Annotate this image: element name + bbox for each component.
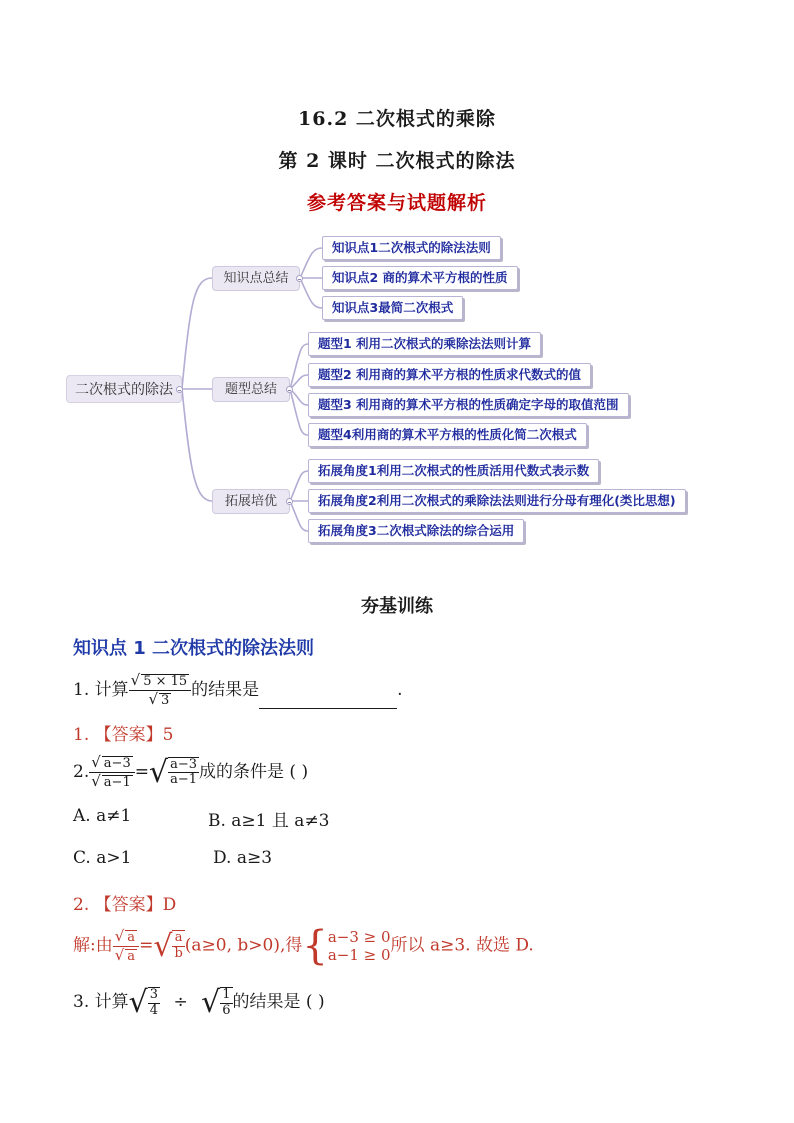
q2-inequality-system (328, 928, 391, 964)
section-title: 夯基训练 (361, 596, 433, 617)
q3-radical-b (201, 985, 232, 1020)
connector-root-extension (182, 389, 212, 501)
q1-fraction (129, 672, 192, 709)
q2-rhs-denominator: a−1 (170, 772, 198, 788)
q3-b-denominator: 6 (222, 1002, 231, 1018)
mindmap-leaf[interactable]: 知识点1二次根式的除法法则 (322, 236, 501, 260)
mindmap-root[interactable]: 二次根式的除法 (66, 375, 182, 403)
q2-solution: 解:由 $\frac{√ a}{√ a}$ =√ $\frac{a}{b}$ (a≥0, b>0),得{ a−3 ≥ 0 a−1 ≥ 0 所以 a≥3. 故选 D. (73, 923, 534, 969)
collapse-icon[interactable] (296, 275, 303, 282)
sqrt-icon: √ (128, 985, 148, 1020)
connector-root-knowledge (182, 278, 212, 389)
q2-solution-fraction (113, 928, 139, 965)
q2-option-c[interactable]: C. a>1 (73, 848, 132, 868)
lesson-subtitle: 第 2 课时 二次根式的除法 (278, 150, 516, 172)
mindmap-leaf[interactable]: 拓展角度2利用二次根式的乘除法法则进行分母有理化(类比思想) (308, 489, 686, 513)
q2-suffix: 成的条件是 ( ) (199, 761, 309, 782)
q2-option-a[interactable]: A. a≠1 (73, 806, 132, 826)
q2-lhs-fraction (89, 754, 134, 791)
q1-numerator: 5 × 15 (143, 674, 188, 689)
sqrt-icon: √ (91, 753, 101, 771)
collapse-icon[interactable] (176, 386, 183, 393)
sqrt-icon: √ (201, 985, 221, 1020)
mindmap-leaf[interactable]: 题型1 利用二次根式的乘除法法则计算 (308, 332, 541, 356)
q1-end: . (397, 679, 403, 700)
q3-a-numerator: 3 (149, 986, 159, 1002)
collapse-icon[interactable] (286, 498, 293, 505)
q3-a-denominator: 4 (149, 1002, 159, 1018)
sqrt-icon: √ (130, 671, 141, 689)
q3-suffix: 的结果是 ( ) (232, 992, 325, 1012)
mindmap-leaf[interactable]: 知识点3最简二次根式 (322, 296, 463, 320)
collapse-icon[interactable] (286, 386, 293, 393)
q2-solution-rhs (153, 929, 184, 964)
mindmap-leaf[interactable]: 拓展角度3二次根式除法的综合运用 (308, 519, 524, 543)
q2-lhs-numerator: a−3 (103, 756, 131, 771)
sqrt-icon: √ (114, 926, 125, 945)
sqrt-icon: √ (148, 754, 169, 790)
sqrt-icon: √ (148, 689, 159, 708)
sqrt-icon: √ (114, 945, 125, 964)
q3-b-numerator: 1 (222, 986, 231, 1002)
sqrt-icon: √ (153, 928, 173, 964)
answer-title: 参考答案与试题解析 (306, 192, 487, 214)
q2-option-b[interactable]: B. a≥1 且 a≠3 (208, 811, 330, 831)
mindmap-leaf[interactable]: 题型4利用商的算术平方根的性质化简二次根式 (308, 423, 587, 447)
mindmap-branch-knowledge[interactable]: 知识点总结 (212, 266, 300, 291)
q2-solution-rhs-denominator: b (174, 946, 183, 961)
sqrt-icon: √ (91, 771, 101, 790)
q2-solution-numerator: a (127, 929, 136, 945)
q2-solution-rhs-numerator: a (172, 931, 184, 947)
q3-operator: ÷ (173, 992, 188, 1012)
q1-answer-blank[interactable] (259, 690, 397, 709)
brace-icon: { (302, 923, 328, 969)
mindmap-branch-types[interactable]: 题型总结 (212, 377, 290, 402)
q2-lhs-denominator: a−1 (103, 774, 131, 790)
q2-rhs-numerator: a−3 (170, 756, 198, 772)
page-title: 16.2 二次根式的乘除 (298, 108, 496, 130)
q2-inequality-2: a−1 ≥ 0 (327, 946, 391, 964)
q3-prefix: 3. 计算 (73, 992, 129, 1012)
mindmap-leaf[interactable]: 知识点2 商的算术平方根的性质 (322, 266, 518, 290)
q3-radical-a (129, 985, 160, 1020)
q1-answer: 1. 【答案】5 (73, 725, 174, 745)
mindmap-branch-extension[interactable]: 拓展培优 (212, 489, 290, 514)
q1-denominator: 3 (161, 692, 170, 708)
q2-solution-end: 所以 a≥3. 故选 D. (390, 935, 534, 956)
question-1 (73, 672, 403, 709)
knowledge-point-title: 知识点 1 二次根式的除法法则 (73, 638, 315, 659)
q1-suffix: 的结果是 (191, 679, 260, 700)
q2-answer: 2. 【答案】D (73, 895, 177, 915)
mindmap-leaf[interactable]: 题型3 利用商的算术平方根的性质确定字母的取值范围 (308, 393, 629, 417)
q2-option-d[interactable]: D. a≥3 (213, 848, 273, 868)
mindmap-leaf[interactable]: 拓展角度1利用二次根式的性质活用代数式表示数 (308, 459, 599, 483)
q2-solution-denominator: a (127, 948, 136, 964)
q2-prefix: 2. (73, 761, 90, 782)
q1-prefix: 1. 计算 (73, 679, 129, 700)
question-2: 2. $\frac{√ a-3}{√ a-1}$ =√ $\frac{a-3}{a-1}$ 成的条件是 ( ) (73, 753, 309, 790)
q2-solution-prefix: 解:由 (73, 935, 113, 956)
q2-inequality-1: a−3 ≥ 0 (327, 928, 391, 946)
question-3 (73, 985, 325, 1020)
mindmap-leaf[interactable]: 题型2 利用商的算术平方根的性质求代数式的值 (308, 363, 591, 387)
q2-rhs-radical (149, 755, 199, 790)
q2-solution-condition: (a≥0, b>0),得 (184, 935, 303, 956)
